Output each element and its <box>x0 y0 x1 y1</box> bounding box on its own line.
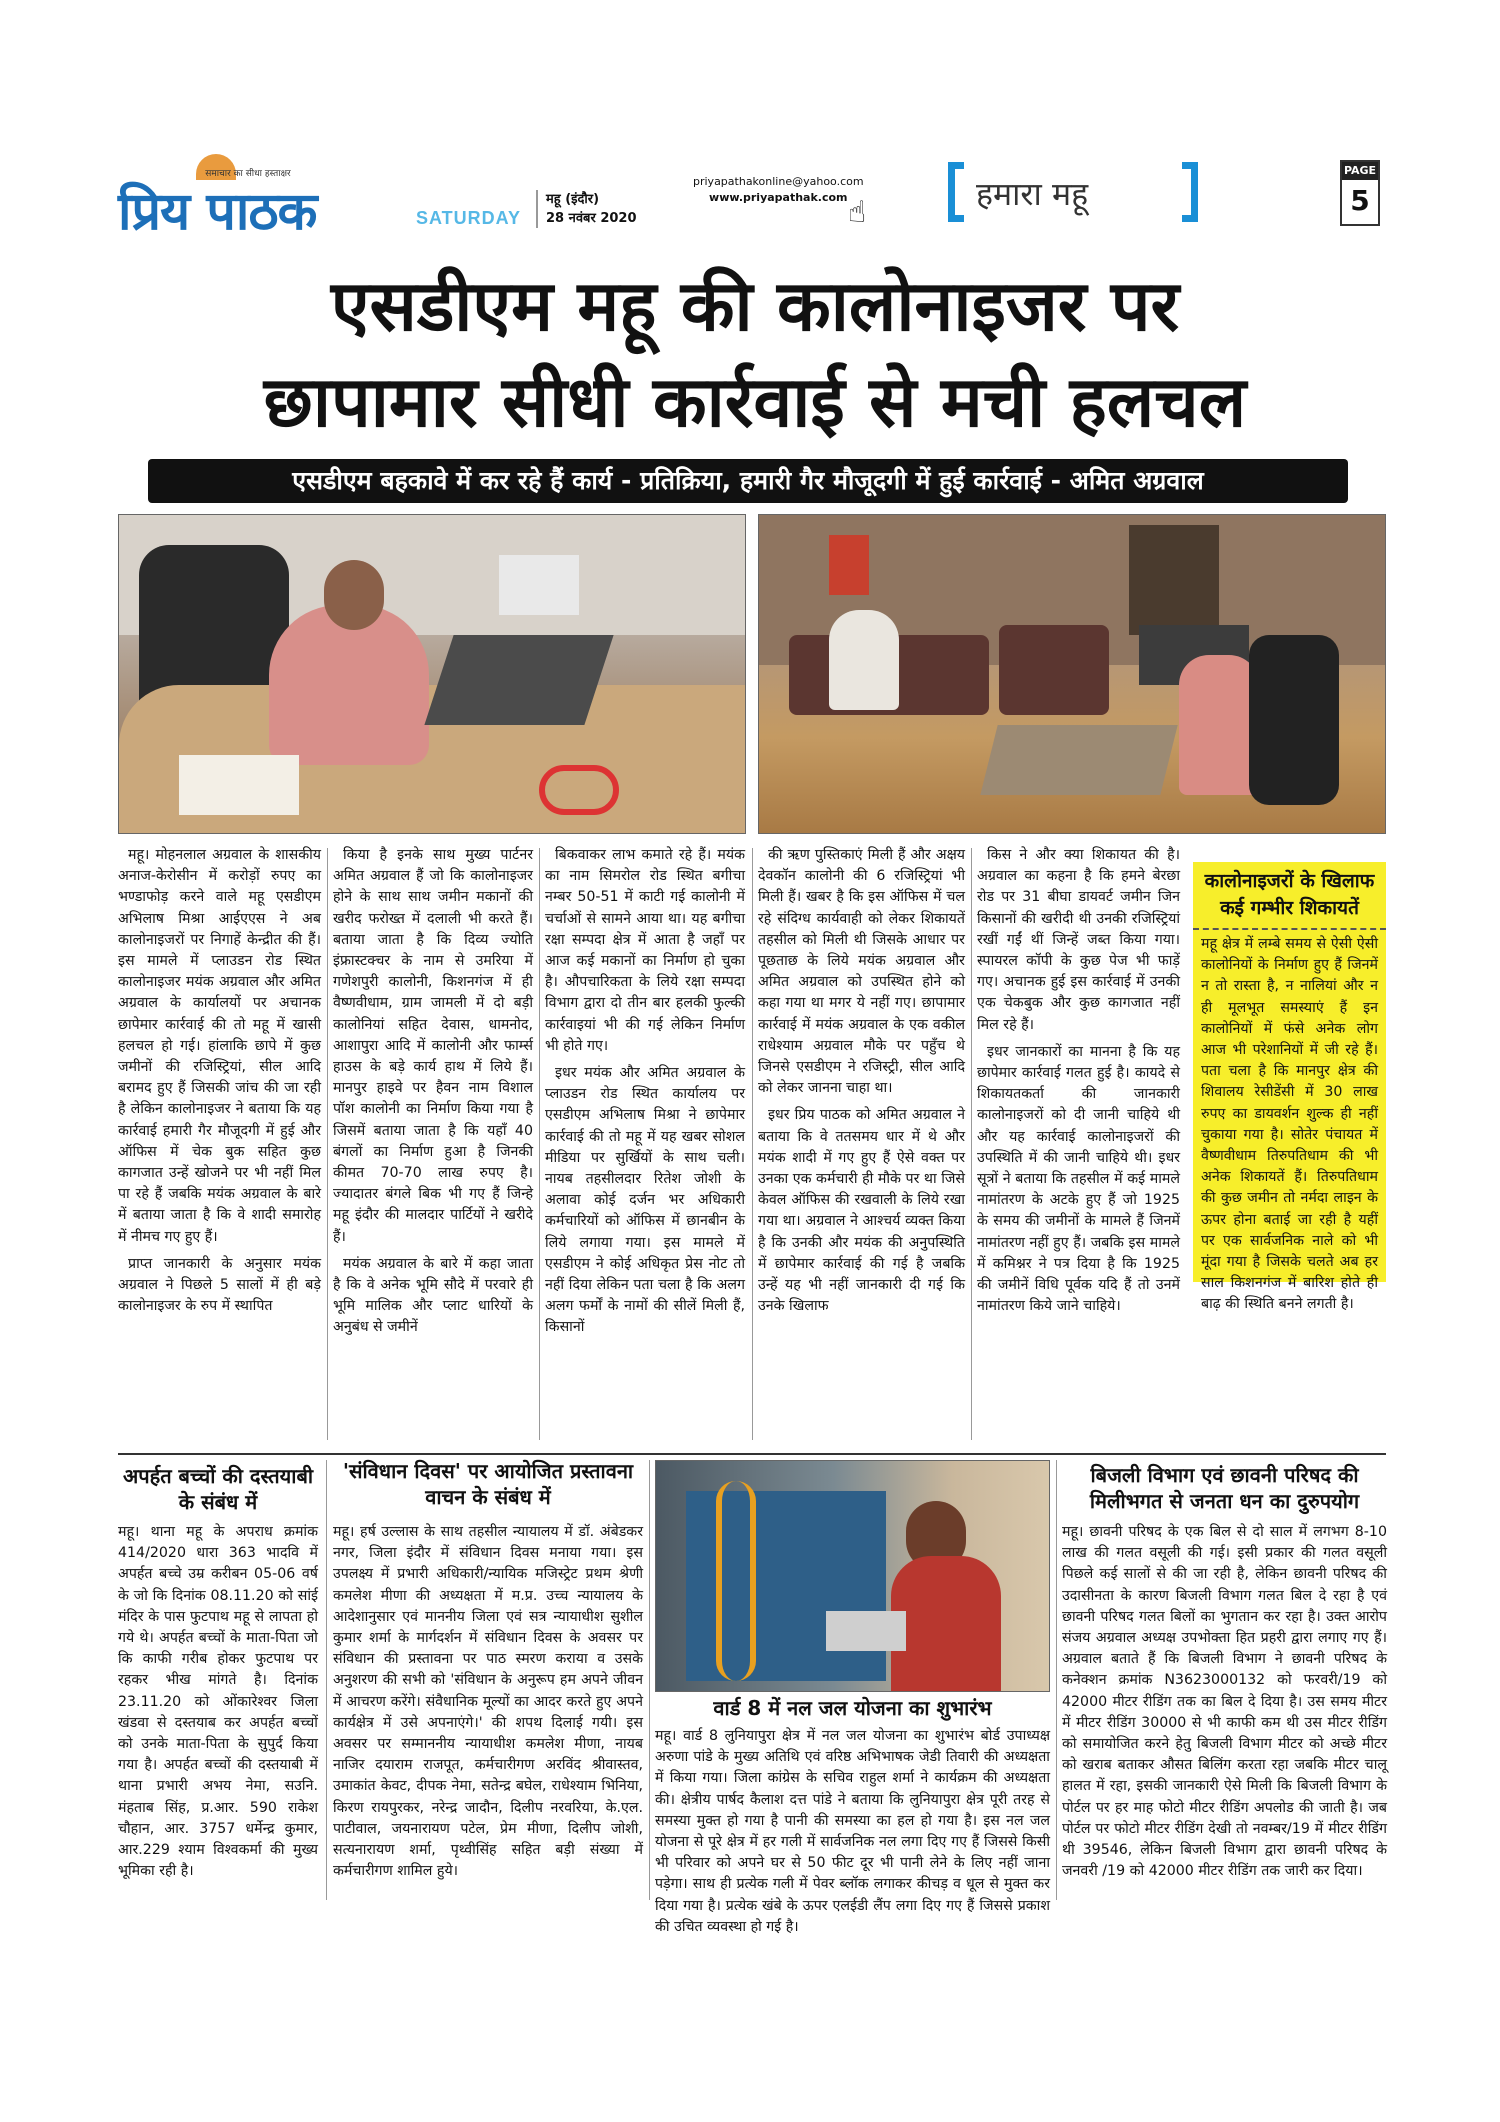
paragraph: प्राप्त जानकारी के अनुसार मयंक अग्रवाल ने पिछले 5 सालों में ही बड़े कालोनाइजर के रुप में स्थापित <box>118 1255 321 1315</box>
column-divider <box>326 1460 327 1900</box>
column-divider <box>327 848 328 1440</box>
water-scheme-photo <box>655 1460 1050 1692</box>
pointing-hand-icon: ☝ <box>848 195 867 230</box>
paragraph: की ऋण पुस्तिकाएं मिली हैं और अक्षय देवकॉन कालोनी की 6 रजिस्ट्रियां भी मिली हैं। खबर है कि इस ऑफिस में चल रहे संदिग्ध कार्यवाही को लेकर शिकायतें तहसील को मिली थी जिसके आधार पर पूछताछ के लिये मयंक अग्रवाल और अमित अग्रवाल को उपस्थित होने को कहा गया था मगर ये नहीं गए। छापामार कार्रवाई में मयंक अग्रवाल के एक वकील राधेश्याम अग्रवाल मौके पर पहुँच थे जिनसे एसडीएम ने रजिस्ट्री, सील आदि को लेकर जानना चाहा था। <box>758 847 965 1097</box>
column-divider <box>752 848 753 1440</box>
water-scheme-caption: वार्ड 8 में नल जल योजना का शुभारंभ <box>713 1696 992 1720</box>
main-story-column-3 <box>545 845 745 1345</box>
section-divider <box>118 1453 1386 1455</box>
email: priyapathakonline@yahoo.com <box>693 175 864 188</box>
page-label: PAGE <box>1342 162 1378 180</box>
logo-name: प्रिय पाठक <box>118 181 317 242</box>
right-bracket-icon <box>1182 162 1198 222</box>
headline-line-1: एसडीएम महू की कालोनाइजर पर <box>330 265 1180 347</box>
paragraph: बिकवाकर लाभ कमाते रहे हैं। मयंक का नाम सिमरोल रोड स्थित बगीचा नम्बर 50-51 में काटी गई कालोनी में चर्चाओं से सामने आया था। यह बगीचा रक्षा सम्पदा क्षेत्र में आता है जहाँ पर आज कई मकानों का निर्माण हो चुका है। औपचारिकता के लिये रक्षा सम्पदा विभाग द्वारा दो तीन बार हलकी फुल्की कार्रवाइयां भी की गई लेकिन निर्माण भी होते गए। <box>545 847 745 1054</box>
subheadline-banner: एसडीएम बहकावे में कर रहे हैं कार्य - प्रतिक्रिया, हमारी गैर मौजूदगी में हुई कार्रवाई - अमित अग्रवाल <box>148 459 1348 503</box>
masthead <box>118 160 1388 250</box>
column-divider <box>971 848 972 1440</box>
newspaper-logo <box>118 160 378 248</box>
contact-info <box>693 174 864 206</box>
main-story-column-5 <box>977 845 1180 1323</box>
page-number: 5 <box>1350 184 1370 217</box>
city: महू (इंदौर) <box>546 192 600 207</box>
day-label: SATURDAY <box>416 208 522 228</box>
constitution-day-body: महू। हर्ष उल्लास के साथ तहसील न्यायालय में डॉ. अंबेडकर नगर, जिला इंदौर में संविधान दिवस मनाया गया। इस उपलक्ष्य में प्रभारी अधिकारी/न्यायिक मजिस्ट्रेट प्रथम श्रेणी कमलेश मीणा की अध्यक्षता में म.प्र. उच्च न्यायालय के आदेशानुसार एवं माननीय जिला एवं सत्र न्यायाधीश सुशील कुमार शर्मा के मार्गदर्शन में संविधान दिवस के अवसर पर संविधान की प्रस्तावना पर पाठ स्मरण कराया व उसके अनुशरण की सभी को 'संविधान के अनुरूप हम अपने जीवन में आचरण करेंगे। संवैधानिक मूल्यों का आदर करते हुए अपने कार्यक्षेत्र में उसे अपनाएंगे।' की शपथ दिलाई गयी। इस अवसर पर सम्माननीय न्यायाधीश कमलेश मीणा, नायब नाजिर दयाराम राजपूत, कर्मचारीगण अरविंद श्रीवास्तव, उमाकांत केवट, दीपक नेमा, सतेन्द्र बघेल, राधेश्याम भिनिया, किरण रायपुरकर, नरेन्द्र जादौन, दिलीप नरवरिया, के.एल. पाटीवाल, जयनारायण पटेल, प्रेम मीणा, दिलीप जोशी, सत्यनारायण शर्मा, पृथ्वीसिंह सहित बड़ी संख्या में कर्मचारीगण शामिल हुये। <box>333 1524 643 1880</box>
main-story-column-1 <box>118 845 321 1323</box>
electricity-story-body: महू। छावनी परिषद के एक बिल से दो साल में लगभग 8-10 लाख की गलत वसूली की गई। इसी प्रकार की गलत वसूली पिछले कई सालों से की जा रही है, लेकिन छावनी परिषद की उदासीनता के कारण बिजली विभाग गलत बिल दे रहा है एवं छावनी परिषद गलत बिलों का भुगतान कर रहा है। उक्त आरोप संजय अग्रवाल अध्यक्ष उपभोक्ता हित प्रहरी द्वारा लगाए गए हैं। अग्रवाल बताते हैं कि बिजली विभाग ने छावनी परिषद के कनेक्शन क्रमांक N3623000132 को फरवरी/19 को 42000 मीटर रीडिंग तक का बिल दे दिया है। उस समय मीटर में मीटर रीडिंग 30000 से भी काफी कम थी उस मीटर रीडिंग को समायोजित करने हेतु बिजली विभाग मीटर को अच्छे मीटर को खराब बताकर औसत बिलिंग करता रहा जबकि मीटर चालू हालत में रहा, इसकी जानकारी ऐसे मिली कि बिजली विभाग के पोर्टल पर हर माह फोटो मीटर रीडिंग अपलोड की जाती है। जब पोर्टल पर फोटो मीटर रीडिंग देखी तो नवम्बर/19 में मीटर रीडिंग थी 39546, लेकिन बिजली विभाग द्वारा छावनी परिषद के जनवरी /19 को 42000 मीटर रीडिंग तक जारी कर दिया। <box>1062 1524 1387 1880</box>
sidebar-title: कालोनाइजरों के खिलाफ कई गम्भीर शिकायतें <box>1193 862 1386 930</box>
column-divider <box>1056 1460 1057 1900</box>
main-story-column-4 <box>758 845 965 1323</box>
constitution-day-title: 'संविधान दिवस' पर आयोजित प्रस्तावना वाचन के संबंध में <box>342 1459 634 1509</box>
paragraph: महू। मोहनलाल अग्रवाल के शासकीय अनाज-केरोसीन में करोड़ों रुपए का भण्डाफोड़ करने वाले महू एसडीएम अभिलाष मिश्रा आईएएस ने अब कालोनाइजरों पर निगाहें केन्द्रीत की हैं। इस मामले में प्लाउडन रोड स्थित कालोनाइजर मयंक अग्रवाल और अमित अग्रवाल के कार्यालयों पर अचानक छापेमार कार्रवाई की तो महू में खासी हलचल हो गई। हांलाकि छापे में कुछ जमीनों की रजिस्ट्रियां, सील आदि बरामद हुए हैं जिसकी जांच की जा रही है लेकिन कालोनाइजर ने बताया कि यह कार्रवाई हमारी गैर मौजूदगी में हुई और ऑफिस में चेक बुक सहित कुछ कागजात उन्हें खोजने पर भी नहीं मिल पा रहे हैं जबकि मयंक अग्रवाल के बारे में बताया जाता है कि वे शादी समारोह में नीमच गए हुए हैं। <box>118 847 321 1245</box>
column-divider <box>539 848 540 1440</box>
missing-children-body: महू। थाना महू के अपराध क्रमांक 414/2020 धारा 363 भादवि में अपर्हत बच्चे उम्र करीबन 05-06 वर्ष के जो कि दिनांक 08.11.20 को सांई मंदिर के पास फुटपाथ महू से लापता हो गये थे। अपर्हत बच्चों के माता-पिता जो कि काफी गरीब होकर फुटपाथ पर रहकर भीख मांगते है। दिनांक 23.11.20 को ओंकारेश्वर जिला खंडवा से दस्तयाब कर अपर्हत बच्चों को उनके माता-पिता के सुपुर्द किया गया है। अपर्हत बच्चों की दस्तयाबी में थाना प्रभारी अभय नेमा, सउनि. मंहताब सिंह, प्र.आर. 590 राकेश चौहान, आर. 3757 धर्मेन्द्र कुमार, आर.229 श्याम विश्वकर्मा की मुख्य भूमिका रही है। <box>118 1524 318 1880</box>
section-title: हमारा महू <box>976 175 1089 213</box>
dateline <box>536 190 637 228</box>
missing-children-title: अपर्हत बच्चों की दस्तयाबी के संबंध में <box>122 1464 314 1514</box>
electricity-story-title: बिजली विभाग एवं छावनी परिषद की मिलीभगत से जनता धन का दुरुपयोग <box>1089 1463 1360 1513</box>
headline-line-2: छापामार सीधी कार्रवाई से मची हलचल <box>263 361 1247 443</box>
paragraph: इधर जानकारों का मानना है कि यह छापेमार कार्रवाई गलत हुई है। कायदे से शिकायतकर्ता की जानकारी कालोनाइजरों को दी जानी चाहिये थी और यह कार्रवाई कालोनाइजरों की उपस्थिति में की जानी चाहिये थी। इधर सूत्रों ने बताया कि तहसील में कई मामले नामांतरण के अटके हुए हैं जो 1925 के समय की जमीनों के मामले हैं जिनमें नामांतरण नहीं हुए हैं। जबकि इस मामले में कमिश्नर ने पत्र दिया है कि 1925 की जमीनें विधि पूर्वक यदि हैं तो उनमें नामांतरण किये जाने चाहिये। <box>977 1043 1180 1315</box>
paragraph: इधर प्रिय पाठक को अमित अग्रवाल ने बताया कि वे ततसमय धार में थे और मयंक शादी में गए हुए हैं ऐसे वक्त पर उनका एक कर्मचारी ही मौके पर था जिसे केवल ऑफिस की रखवाली के लिये रखा गया था। अग्रवाल ने आश्चर्य व्यक्त किया है कि उनकी और मयंक की अनुपस्थिति में छापेमार कार्रवाई की गई है जबकि उन्हें यह भी नहीं जानकारी दी गई कि उनके खिलाफ <box>758 1107 965 1315</box>
website: www.priyapathak.com <box>709 191 848 204</box>
paragraph: मयंक अग्रवाल के बारे में कहा जाता है कि वे अनेक भूमि सौदे में परवारे ही भूमि मालिक और प्लाट धारियों के अनुबंध से जमीनें <box>333 1255 533 1336</box>
paragraph: इधर मयंक और अमित अग्रवाल के प्लाउडन रोड स्थित कार्यालय पर एसडीएम अभिलाष मिश्रा ने छापेमार कार्रवाई की तो महू में यह खबर सोशल मीडिया पर सुर्खियों के साथ चली। नायब तहसीलदार रितेश जोशी के अलावा कोई दर्जन भर अधिकारी कर्मचारियों को ऑफिस में छानबीन के लिये लगाया गया। इस मामले में एसडीएम ने कोई अधिकृत प्रेस नोट तो नहीं दिया लेकिन पता चला है कि अलग अलग फर्मों के नामों की सीलें मिली हैं, किसानों <box>545 1065 745 1336</box>
paragraph: किस ने और क्या शिकायत की है। अग्रवाल का कहना है कि हमने बेरछा रोड पर 31 बीघा डायवर्ट जमीन जिन किसानों की खरीदी थी उनकी रजिस्ट्रियां रखीं गईं थीं जिन्हें जब्त किया गया। स्पायरल कॉपी के कुछ पेज भी फाड़ें गए। अचानक हुई इस कार्रवाई में उनकी एक चेकबुक और कुछ कागजात नहीं मिल रहे हैं। <box>977 847 1180 1033</box>
office-raid-photo-left <box>118 514 746 834</box>
main-headline <box>100 258 1410 450</box>
office-raid-photo-right <box>758 514 1386 834</box>
logo-tagline: समाचार का सीधा हस्ताक्षर <box>205 169 291 179</box>
sidebar-body: महू क्षेत्र में लम्बे समय से ऐसी ऐसी कालोनियों के निर्माण हुए हैं जिनमें न तो रास्ता है, न नालियां और न ही मूलभूत समस्याएं हैं इन कालोनियों में फंसे अनेक लोग आज भी परेशानियों में जी रहे हैं। पता चला है कि मानपुर क्षेत्र की शिवालय रेसीडेंसी में 30 लाख रुपए का डायवर्शन शुल्क ही नहीं चुकाया गया है। सोतेर पंचायत में वैष्णवीधाम तिरुपतिधाम की भी अनेक शिकायतें हैं। तिरुपतिधाम की कुछ जमीन तो नर्मदा लाइन के ऊपर होना बताई जा रही है यहीं पर एक सार्वजनिक नाले को भी मूंदा गया है जिसके चलते अब हर साल किशनगंज में बारिश होते ही बाढ़ की स्थिति बनने लगती है। <box>1201 936 1378 1313</box>
date: 28 नवंबर 2020 <box>546 211 637 226</box>
paragraph: किया है इनके साथ मुख्य पार्टनर अमित अग्रवाल हैं जो कि कालोनाइजर होने के साथ साथ जमीन मकानों की खरीद फरोख्त में दलाली भी करते हैं। बताया जाता है कि दिव्य ज्योति इंफ्रास्टक्चर के नाम से उमरिया में गणेशपुरी कालोनी, किशनगंज में ही वैष्णवीधाम, ग्राम जामली में दो बड़ी कालोनियां सहित देवास, धामनोद, आशापुरा आदि में कालोनी और फार्म्स हाउस के बड़े कार्य हाथ में लिये हैं। मानपुर हाइवे पर हैवन नाम विशाल पॉश कालोनी का निर्माण किया गया है जिसमें बताया जाता है कि यहाँ 40 बंगलों का निर्माण हुआ है जिनकी कीमत 70-70 लाख रुपए है। ज्यादातर बंगले बिक भी गए हैं जिन्हे महू इंदौर की मालदार पार्टियों ने खरीदे हैं। <box>333 847 533 1245</box>
complaints-sidebar <box>1193 862 1386 1313</box>
page-number-box <box>1340 160 1380 226</box>
column-divider <box>649 1460 650 1900</box>
left-bracket-icon <box>948 162 964 222</box>
main-story-column-2 <box>333 845 533 1345</box>
section-title-box <box>948 162 1198 222</box>
water-scheme-body: महू। वार्ड 8 लुनियापुरा क्षेत्र में नल जल योजना का शुभारंभ बोर्ड उपाध्यक्ष अरुणा पांडे के मुख्य अतिथि एवं वरिष्ठ अभिभाषक जेडी तिवारी की अध्यक्षता में किया गया। जिला कांग्रेस के सचिव राहुल शर्मा ने कार्यक्रम की अध्यक्षता की। क्षेत्रीय पार्षद कैलाश दत्त पांडे ने बताया कि लुनियापुरा क्षेत्र पूरी तरह से समस्या मुक्त हो गया है पानी की समस्या का हल हो गया है। इस नल जल योजना से पूरे क्षेत्र में हर गली में सार्वजनिक नल लगा दिए गए हैं जिससे किसी भी परिवार को अपने घर से 50 फीट दूर भी पानी लेने के लिए नहीं जाना पड़ेगा। साथ ही प्रत्येक गली में पेवर ब्लॉक लगाकर कीचड़ व धूल से मुक्त कर दिया गया है। प्रत्येक खंबे के ऊपर एलईडी लैंप लगा दिए गए हैं जिससे प्रकाश की उचित व्यवस्था हो गई है। <box>655 1728 1050 1935</box>
